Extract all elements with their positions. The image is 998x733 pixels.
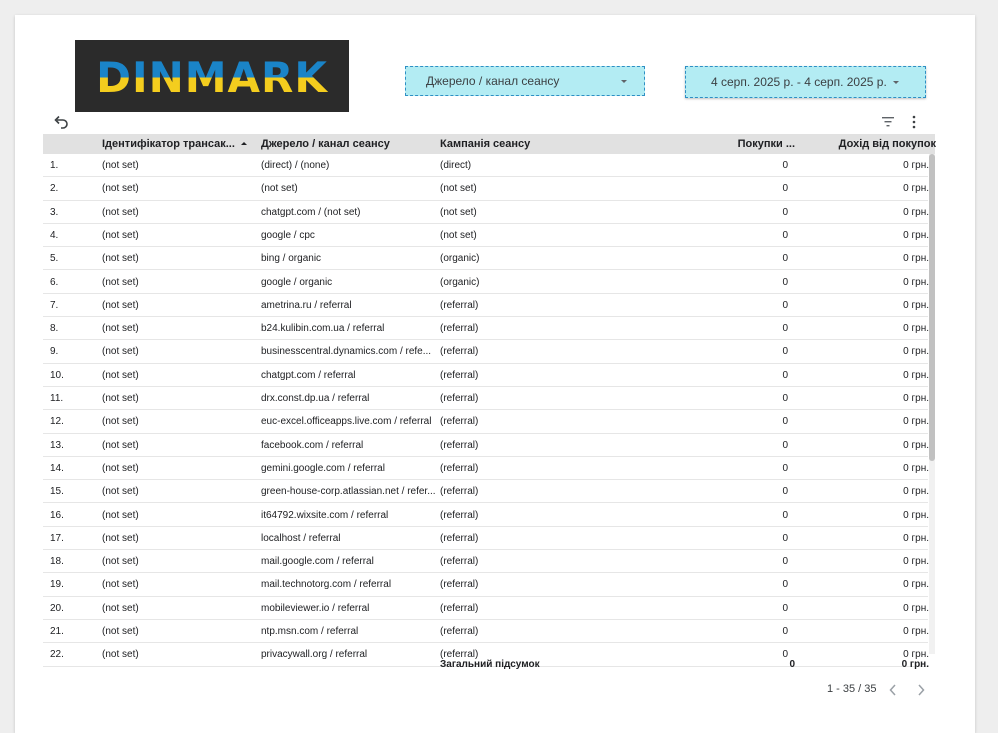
cell-purchases: 0 — [782, 579, 788, 591]
cell-source-medium: google / cpc — [261, 229, 315, 241]
table-header — [43, 134, 935, 154]
cell-source-medium: (not set) — [261, 183, 298, 195]
chevron-down-icon — [893, 81, 899, 84]
col-header-source-medium[interactable]: Джерело / канал сеансу — [261, 138, 390, 150]
cell-source-medium: drx.const.dp.ua / referral — [261, 393, 370, 404]
cell-source-medium: google / organic — [261, 276, 333, 288]
cell-source-medium: green-house-corp.atlassian.net / refer... — [261, 486, 436, 498]
cell-campaign: (referral) — [440, 369, 479, 381]
cell-purchases: 0 — [782, 439, 788, 451]
cell-transaction-id: (not set) — [102, 509, 139, 521]
row-index: 3. — [50, 206, 59, 218]
cell-transaction-id: (not set) — [102, 229, 139, 241]
cell-revenue: 0 грн. — [903, 602, 929, 614]
table-row[interactable] — [43, 317, 928, 340]
table-row[interactable] — [43, 573, 928, 596]
cell-source-medium: businesscentral.dynamics.com / refe... — [261, 346, 432, 358]
cell-campaign: (not set) — [440, 206, 477, 218]
cell-revenue: 0 грн. — [903, 346, 929, 358]
cell-transaction-id: (not set) — [102, 369, 139, 381]
cell-purchases: 0 — [782, 160, 788, 171]
cell-source-medium: mail.google.com / referral — [261, 556, 374, 568]
cell-purchases: 0 — [782, 183, 788, 195]
cell-revenue: 0 грн. — [903, 439, 929, 451]
cell-source-medium: gemini.google.com / referral — [261, 462, 385, 474]
table-body — [43, 154, 929, 661]
more-vert-icon[interactable] — [910, 114, 918, 130]
cell-purchases: 0 — [782, 649, 788, 661]
cell-purchases: 0 — [782, 602, 788, 614]
cell-campaign: (referral) — [440, 299, 479, 311]
cell-source-medium: euc-excel.officeapps.live.com / referral — [261, 416, 432, 428]
row-index: 20. — [50, 602, 64, 614]
cell-purchases: 0 — [782, 369, 788, 381]
table-total-row — [43, 656, 935, 672]
cell-source-medium: facebook.com / referral — [261, 439, 364, 451]
source-medium-filter[interactable] — [405, 66, 645, 96]
cell-revenue: 0 грн. — [903, 253, 929, 265]
cell-revenue: 0 грн. — [903, 579, 929, 591]
row-index: 18. — [50, 556, 64, 568]
table-row[interactable] — [43, 154, 928, 177]
cell-transaction-id: (not set) — [102, 393, 139, 404]
cell-transaction-id: (not set) — [102, 346, 139, 358]
pagination-range: 1 - 35 / 35 — [827, 683, 877, 695]
row-index: 1. — [50, 160, 59, 171]
table-row[interactable] — [43, 387, 928, 410]
cell-campaign: (referral) — [440, 323, 479, 335]
cell-transaction-id: (not set) — [102, 416, 139, 428]
cell-campaign: (not set) — [440, 229, 477, 241]
logo-text: DINMARK — [96, 53, 328, 102]
table-row[interactable] — [43, 620, 928, 643]
cell-transaction-id: (not set) — [102, 486, 139, 498]
table-row[interactable] — [43, 527, 928, 550]
col-header-campaign[interactable]: Кампанія сеансу — [440, 138, 531, 150]
cell-campaign: (referral) — [440, 626, 479, 637]
col-header-revenue[interactable]: Дохід від покупок — [838, 138, 936, 150]
cell-source-medium: mobileviewer.io / referral — [261, 602, 370, 614]
chevron-right-icon[interactable] — [915, 683, 927, 697]
col-header-purchases[interactable]: Покупки ... — [737, 138, 795, 150]
cell-transaction-id: (not set) — [102, 649, 139, 661]
cell-revenue: 0 грн. — [903, 276, 929, 288]
date-range-picker[interactable] — [685, 66, 926, 98]
cell-transaction-id: (not set) — [102, 253, 139, 265]
cell-source-medium: it64792.wixsite.com / referral — [261, 509, 389, 521]
cell-source-medium: ntp.msn.com / referral — [261, 626, 359, 637]
table-row[interactable] — [43, 294, 928, 317]
row-index: 5. — [50, 253, 59, 265]
undo-icon[interactable] — [53, 114, 69, 130]
table-row[interactable] — [43, 364, 928, 387]
cell-campaign: (referral) — [440, 346, 479, 358]
cell-source-medium: chatgpt.com / referral — [261, 369, 356, 381]
cell-source-medium: mail.technotorg.com / referral — [261, 579, 392, 591]
row-index: 11. — [50, 393, 64, 404]
table-row[interactable] — [43, 247, 928, 270]
chevron-down-icon — [621, 80, 627, 83]
report-page — [15, 15, 975, 733]
cell-transaction-id: (not set) — [102, 439, 139, 451]
table-row[interactable] — [43, 480, 928, 503]
cell-source-medium: chatgpt.com / (not set) — [261, 206, 361, 218]
table-row[interactable] — [43, 177, 928, 200]
cell-revenue: 0 грн. — [903, 649, 929, 661]
cell-purchases: 0 — [782, 346, 788, 358]
cell-transaction-id: (not set) — [102, 626, 139, 637]
total-revenue: 0 грн. — [901, 659, 929, 670]
cell-transaction-id: (not set) — [102, 276, 139, 288]
row-index: 7. — [50, 299, 59, 311]
chevron-left-icon[interactable] — [887, 683, 899, 697]
cell-campaign: (referral) — [440, 393, 479, 404]
cell-purchases: 0 — [782, 486, 788, 498]
table-row[interactable] — [43, 550, 928, 573]
cell-purchases: 0 — [782, 462, 788, 474]
cell-purchases: 0 — [782, 509, 788, 521]
cell-purchases: 0 — [782, 299, 788, 311]
row-index: 12. — [50, 416, 64, 428]
cell-revenue: 0 грн. — [903, 532, 929, 544]
table-row[interactable] — [43, 271, 928, 294]
date-range-label: 4 серп. 2025 р. - 4 серп. 2025 р. — [711, 75, 887, 89]
cell-source-medium: localhost / referral — [261, 532, 341, 544]
row-index: 8. — [50, 323, 59, 335]
cell-campaign: (referral) — [440, 602, 479, 614]
cell-transaction-id: (not set) — [102, 183, 139, 195]
dinmark-logo-wordmark — [87, 53, 337, 102]
cell-campaign: (referral) — [440, 416, 479, 428]
dinmark-logo — [75, 40, 349, 112]
cell-revenue: 0 грн. — [903, 393, 929, 404]
row-index: 21. — [50, 626, 64, 637]
scrollbar-thumb[interactable] — [929, 154, 935, 461]
cell-revenue: 0 грн. — [903, 556, 929, 568]
table-row[interactable] — [43, 201, 928, 224]
cell-purchases: 0 — [782, 556, 788, 568]
cell-source-medium: ametrina.ru / referral — [261, 299, 352, 311]
cell-campaign: (referral) — [440, 556, 479, 568]
cell-transaction-id: (not set) — [102, 160, 139, 171]
cell-campaign: (referral) — [440, 486, 479, 498]
row-index: 19. — [50, 579, 64, 591]
cell-campaign: (referral) — [440, 649, 479, 661]
cell-purchases: 0 — [782, 393, 788, 404]
row-index: 2. — [50, 183, 59, 195]
cell-campaign: (not set) — [440, 183, 477, 195]
cell-source-medium: privacywall.org / referral — [261, 649, 368, 661]
cell-campaign: (referral) — [440, 579, 479, 591]
sort-ascending-icon — [241, 142, 247, 145]
row-index: 15. — [50, 486, 64, 498]
cell-revenue: 0 грн. — [903, 369, 929, 381]
cell-purchases: 0 — [782, 276, 788, 288]
cell-transaction-id: (not set) — [102, 602, 139, 614]
table-row[interactable] — [43, 410, 928, 433]
cell-transaction-id: (not set) — [102, 299, 139, 311]
cell-transaction-id: (not set) — [102, 462, 139, 474]
cell-revenue: 0 грн. — [903, 299, 929, 311]
cell-purchases: 0 — [782, 532, 788, 544]
cell-source-medium: b24.kulibin.com.ua / referral — [261, 323, 385, 335]
cell-campaign: (direct) — [440, 160, 472, 171]
table-row[interactable] — [43, 340, 928, 363]
row-index: 4. — [50, 229, 59, 241]
cell-transaction-id: (not set) — [102, 206, 139, 218]
cell-source-medium: bing / organic — [261, 253, 322, 265]
cell-purchases: 0 — [782, 253, 788, 265]
row-index: 6. — [50, 276, 59, 288]
row-index: 16. — [50, 509, 64, 521]
cell-transaction-id: (not set) — [102, 579, 139, 591]
cell-campaign: (referral) — [440, 462, 479, 474]
cell-revenue: 0 грн. — [903, 509, 929, 521]
total-label: Загальний підсумок — [440, 659, 540, 670]
row-index: 17. — [50, 532, 64, 544]
cell-purchases: 0 — [782, 323, 788, 335]
table-row[interactable] — [43, 504, 928, 527]
table-row[interactable] — [43, 224, 928, 247]
cell-purchases: 0 — [782, 416, 788, 428]
cell-purchases: 0 — [782, 229, 788, 241]
table-row[interactable] — [43, 597, 928, 620]
row-index: 14. — [50, 462, 64, 474]
row-index: 9. — [50, 346, 59, 358]
cell-campaign: (referral) — [440, 439, 479, 451]
cell-purchases: 0 — [782, 206, 788, 218]
cell-transaction-id: (not set) — [102, 323, 139, 335]
table-row[interactable] — [43, 434, 928, 457]
cell-transaction-id: (not set) — [102, 556, 139, 568]
filter-icon[interactable] — [881, 115, 895, 129]
cell-campaign: (organic) — [440, 253, 480, 265]
col-header-transaction-id[interactable]: Ідентифікатор трансак... — [102, 138, 252, 150]
cell-revenue: 0 грн. — [903, 416, 929, 428]
row-index: 13. — [50, 439, 64, 451]
cell-revenue: 0 грн. — [903, 323, 929, 335]
total-purchases: 0 — [789, 659, 795, 670]
cell-campaign: (referral) — [440, 532, 479, 544]
cell-revenue: 0 грн. — [903, 229, 929, 241]
cell-revenue: 0 грн. — [903, 486, 929, 498]
row-index: 22. — [50, 649, 64, 661]
cell-revenue: 0 грн. — [903, 160, 929, 171]
row-index: 10. — [50, 369, 64, 381]
cell-campaign: (referral) — [440, 509, 479, 521]
table-row[interactable] — [43, 457, 928, 480]
source-medium-filter-label: Джерело / канал сеансу — [426, 74, 560, 88]
cell-revenue: 0 грн. — [903, 626, 929, 637]
cell-revenue: 0 грн. — [903, 462, 929, 474]
cell-transaction-id: (not set) — [102, 532, 139, 544]
cell-revenue: 0 грн. — [903, 206, 929, 218]
table-scrollbar[interactable] — [929, 154, 935, 654]
cell-revenue: 0 грн. — [903, 183, 929, 195]
cell-campaign: (organic) — [440, 276, 480, 288]
cell-source-medium: (direct) / (none) — [261, 160, 330, 171]
cell-purchases: 0 — [782, 626, 788, 637]
transactions-table — [43, 134, 935, 672]
